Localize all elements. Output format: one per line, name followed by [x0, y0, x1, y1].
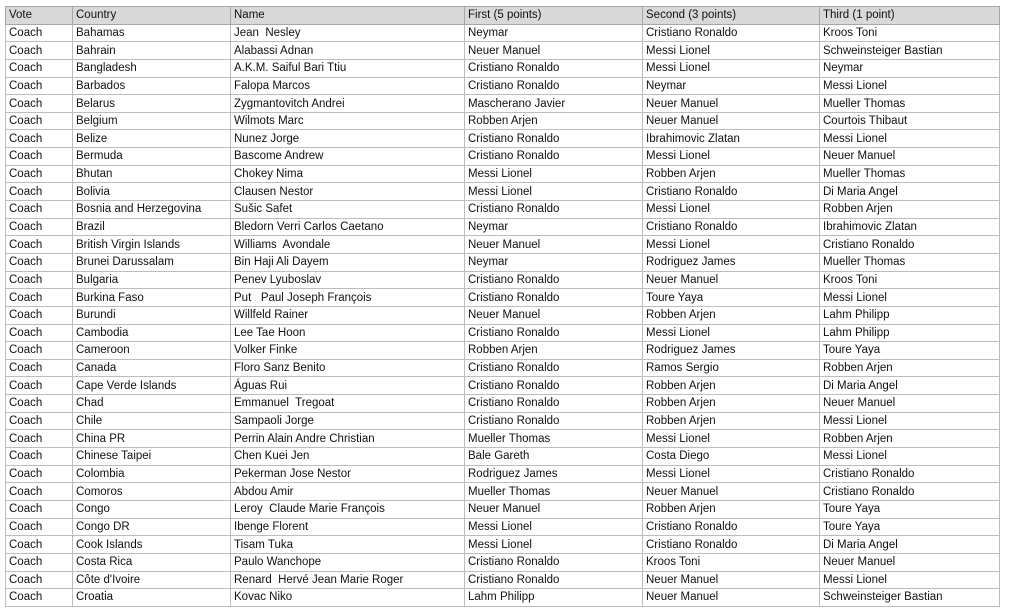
vote-cell: Coach [6, 77, 73, 95]
third-cell: Messi Lionel [820, 448, 1000, 466]
country-cell: Cape Verde Islands [73, 377, 231, 395]
third-cell: Cristiano Ronaldo [820, 236, 1000, 254]
second-cell: Robben Arjen [643, 165, 820, 183]
third-cell: Toure Yaya [820, 518, 1000, 536]
first-cell: Cristiano Ronaldo [465, 77, 643, 95]
first-cell: Rodriguez James [465, 465, 643, 483]
name-cell: Penev Lyuboslav [231, 271, 465, 289]
vote-cell: Coach [6, 306, 73, 324]
third-cell: Messi Lionel [820, 412, 1000, 430]
third-cell: Cristiano Ronaldo [820, 483, 1000, 501]
header-first: First (5 points) [465, 7, 643, 25]
country-cell: Belarus [73, 95, 231, 113]
table-row [6, 24, 1000, 42]
table-row [6, 500, 1000, 518]
third-cell: Mueller Thomas [820, 95, 1000, 113]
name-cell: Falopa Marcos [231, 77, 465, 95]
table-row [6, 95, 1000, 113]
first-cell: Mueller Thomas [465, 483, 643, 501]
second-cell: Robben Arjen [643, 306, 820, 324]
name-cell: Nunez Jorge [231, 130, 465, 148]
third-cell: Neuer Manuel [820, 553, 1000, 571]
name-cell: Put Paul Joseph François [231, 289, 465, 307]
third-cell: Courtois Thibaut [820, 112, 1000, 130]
third-cell: Neuer Manuel [820, 148, 1000, 166]
first-cell: Neuer Manuel [465, 236, 643, 254]
name-cell: Kovac Niko [231, 589, 465, 607]
country-cell: Bangladesh [73, 59, 231, 77]
second-cell: Robben Arjen [643, 500, 820, 518]
name-cell: Willfeld Rainer [231, 306, 465, 324]
second-cell: Robben Arjen [643, 377, 820, 395]
vote-cell: Coach [6, 148, 73, 166]
name-cell: Perrin Alain Andre Christian [231, 430, 465, 448]
table-row [6, 201, 1000, 219]
header-vote: Vote [6, 7, 73, 25]
name-cell: Bascome Andrew [231, 148, 465, 166]
header-second: Second (3 points) [643, 7, 820, 25]
second-cell: Robben Arjen [643, 412, 820, 430]
first-cell: Neymar [465, 253, 643, 271]
first-cell: Cristiano Ronaldo [465, 359, 643, 377]
name-cell: Renard Hervé Jean Marie Roger [231, 571, 465, 589]
table-row [6, 183, 1000, 201]
third-cell: Robben Arjen [820, 201, 1000, 219]
table-row [6, 518, 1000, 536]
third-cell: Neuer Manuel [820, 395, 1000, 413]
second-cell: Costa Diego [643, 448, 820, 466]
country-cell: Bulgaria [73, 271, 231, 289]
first-cell: Neymar [465, 24, 643, 42]
table-row [6, 289, 1000, 307]
name-cell: Emmanuel Tregoat [231, 395, 465, 413]
country-cell: Cameroon [73, 342, 231, 360]
name-cell: Ibenge Florent [231, 518, 465, 536]
vote-cell: Coach [6, 395, 73, 413]
country-cell: Colombia [73, 465, 231, 483]
third-cell: Robben Arjen [820, 430, 1000, 448]
country-cell: Burkina Faso [73, 289, 231, 307]
first-cell: Cristiano Ronaldo [465, 148, 643, 166]
table-row [6, 306, 1000, 324]
table-row [6, 448, 1000, 466]
table-row [6, 553, 1000, 571]
country-cell: British Virgin Islands [73, 236, 231, 254]
country-cell: Bhutan [73, 165, 231, 183]
country-cell: Bolivia [73, 183, 231, 201]
vote-cell: Coach [6, 465, 73, 483]
first-cell: Cristiano Ronaldo [465, 324, 643, 342]
country-cell: Bermuda [73, 148, 231, 166]
third-cell: Mueller Thomas [820, 253, 1000, 271]
third-cell: Neymar [820, 59, 1000, 77]
country-cell: Congo DR [73, 518, 231, 536]
country-cell: Congo [73, 500, 231, 518]
vote-cell: Coach [6, 165, 73, 183]
first-cell: Cristiano Ronaldo [465, 130, 643, 148]
table-body [6, 24, 1000, 606]
vote-cell: Coach [6, 271, 73, 289]
name-cell: Alabassi Adnan [231, 42, 465, 60]
name-cell: Zygmantovitch Andrei [231, 95, 465, 113]
vote-cell: Coach [6, 289, 73, 307]
table-row [6, 589, 1000, 607]
country-cell: Costa Rica [73, 553, 231, 571]
first-cell: Lahm Philipp [465, 589, 643, 607]
first-cell: Cristiano Ronaldo [465, 553, 643, 571]
table-row [6, 148, 1000, 166]
vote-cell: Coach [6, 253, 73, 271]
country-cell: Chinese Taipei [73, 448, 231, 466]
country-cell: Croatia [73, 589, 231, 607]
header-name: Name [231, 7, 465, 25]
vote-cell: Coach [6, 553, 73, 571]
country-cell: Bahrain [73, 42, 231, 60]
name-cell: Wilmots Marc [231, 112, 465, 130]
second-cell: Neuer Manuel [643, 95, 820, 113]
vote-cell: Coach [6, 201, 73, 219]
votes-table [5, 6, 1000, 607]
name-cell: Lee Tae Hoon [231, 324, 465, 342]
table-row [6, 395, 1000, 413]
vote-cell: Coach [6, 448, 73, 466]
vote-cell: Coach [6, 130, 73, 148]
third-cell: Messi Lionel [820, 571, 1000, 589]
name-cell: Sušic Safet [231, 201, 465, 219]
name-cell: Águas Rui [231, 377, 465, 395]
table-row [6, 465, 1000, 483]
table-row [6, 324, 1000, 342]
table-row [6, 571, 1000, 589]
second-cell: Ramos Sergio [643, 359, 820, 377]
vote-cell: Coach [6, 95, 73, 113]
name-cell: Bledorn Verri Carlos Caetano [231, 218, 465, 236]
second-cell: Messi Lionel [643, 430, 820, 448]
second-cell: Neuer Manuel [643, 112, 820, 130]
table-row [6, 359, 1000, 377]
vote-cell: Coach [6, 589, 73, 607]
first-cell: Cristiano Ronaldo [465, 271, 643, 289]
second-cell: Messi Lionel [643, 324, 820, 342]
first-cell: Cristiano Ronaldo [465, 201, 643, 219]
third-cell: Di Maria Angel [820, 377, 1000, 395]
name-cell: Leroy Claude Marie François [231, 500, 465, 518]
name-cell: Chen Kuei Jen [231, 448, 465, 466]
header-country: Country [73, 7, 231, 25]
second-cell: Ibrahimovic Zlatan [643, 130, 820, 148]
third-cell: Schweinsteiger Bastian [820, 589, 1000, 607]
first-cell: Neuer Manuel [465, 42, 643, 60]
second-cell: Neuer Manuel [643, 271, 820, 289]
first-cell: Messi Lionel [465, 536, 643, 554]
first-cell: Bale Gareth [465, 448, 643, 466]
country-cell: Chad [73, 395, 231, 413]
first-cell: Neymar [465, 218, 643, 236]
second-cell: Rodriguez James [643, 253, 820, 271]
table-row [6, 377, 1000, 395]
name-cell: Paulo Wanchope [231, 553, 465, 571]
second-cell: Kroos Toni [643, 553, 820, 571]
first-cell: Neuer Manuel [465, 306, 643, 324]
country-cell: Brazil [73, 218, 231, 236]
country-cell: Côte d'Ivoire [73, 571, 231, 589]
vote-cell: Coach [6, 500, 73, 518]
table-row [6, 77, 1000, 95]
third-cell: Di Maria Angel [820, 536, 1000, 554]
third-cell: Ibrahimovic Zlatan [820, 218, 1000, 236]
first-cell: Robben Arjen [465, 112, 643, 130]
vote-cell: Coach [6, 218, 73, 236]
second-cell: Messi Lionel [643, 148, 820, 166]
second-cell: Cristiano Ronaldo [643, 183, 820, 201]
first-cell: Robben Arjen [465, 342, 643, 360]
vote-cell: Coach [6, 59, 73, 77]
country-cell: Canada [73, 359, 231, 377]
vote-cell: Coach [6, 359, 73, 377]
second-cell: Cristiano Ronaldo [643, 24, 820, 42]
third-cell: Messi Lionel [820, 77, 1000, 95]
table-row [6, 42, 1000, 60]
name-cell: Bin Haji Ali Dayem [231, 253, 465, 271]
table-row [6, 536, 1000, 554]
third-cell: Toure Yaya [820, 342, 1000, 360]
country-cell: Burundi [73, 306, 231, 324]
second-cell: Toure Yaya [643, 289, 820, 307]
vote-cell: Coach [6, 536, 73, 554]
country-cell: Brunei Darussalam [73, 253, 231, 271]
second-cell: Cristiano Ronaldo [643, 218, 820, 236]
vote-cell: Coach [6, 430, 73, 448]
vote-cell: Coach [6, 24, 73, 42]
name-cell: Williams Avondale [231, 236, 465, 254]
table-row [6, 59, 1000, 77]
header-third: Third (1 point) [820, 7, 1000, 25]
header-row [6, 7, 1000, 25]
name-cell: Tisam Tuka [231, 536, 465, 554]
third-cell: Cristiano Ronaldo [820, 465, 1000, 483]
first-cell: Cristiano Ronaldo [465, 289, 643, 307]
vote-cell: Coach [6, 483, 73, 501]
third-cell: Messi Lionel [820, 130, 1000, 148]
vote-cell: Coach [6, 236, 73, 254]
table-row [6, 112, 1000, 130]
vote-cell: Coach [6, 324, 73, 342]
second-cell: Messi Lionel [643, 236, 820, 254]
table-header [6, 7, 1000, 25]
second-cell: Messi Lionel [643, 42, 820, 60]
first-cell: Mueller Thomas [465, 430, 643, 448]
name-cell: Abdou Amir [231, 483, 465, 501]
first-cell: Cristiano Ronaldo [465, 412, 643, 430]
first-cell: Cristiano Ronaldo [465, 377, 643, 395]
third-cell: Schweinsteiger Bastian [820, 42, 1000, 60]
name-cell: Chokey Nima [231, 165, 465, 183]
name-cell: Clausen Nestor [231, 183, 465, 201]
first-cell: Cristiano Ronaldo [465, 59, 643, 77]
name-cell: Pekerman Jose Nestor [231, 465, 465, 483]
first-cell: Cristiano Ronaldo [465, 571, 643, 589]
table-row [6, 253, 1000, 271]
second-cell: Messi Lionel [643, 59, 820, 77]
country-cell: Comoros [73, 483, 231, 501]
third-cell: Kroos Toni [820, 271, 1000, 289]
first-cell: Neuer Manuel [465, 500, 643, 518]
first-cell: Messi Lionel [465, 183, 643, 201]
name-cell: Floro Sanz Benito [231, 359, 465, 377]
vote-cell: Coach [6, 342, 73, 360]
second-cell: Neuer Manuel [643, 571, 820, 589]
third-cell: Di Maria Angel [820, 183, 1000, 201]
country-cell: Bosnia and Herzegovina [73, 201, 231, 219]
second-cell: Messi Lionel [643, 201, 820, 219]
vote-cell: Coach [6, 183, 73, 201]
table-row [6, 236, 1000, 254]
table-row [6, 271, 1000, 289]
third-cell: Mueller Thomas [820, 165, 1000, 183]
country-cell: Belgium [73, 112, 231, 130]
third-cell: Toure Yaya [820, 500, 1000, 518]
name-cell: A.K.M. Saiful Bari Ttiu [231, 59, 465, 77]
table-row [6, 483, 1000, 501]
table-row [6, 218, 1000, 236]
vote-cell: Coach [6, 571, 73, 589]
third-cell: Lahm Philipp [820, 324, 1000, 342]
second-cell: Rodriguez James [643, 342, 820, 360]
second-cell: Robben Arjen [643, 395, 820, 413]
third-cell: Robben Arjen [820, 359, 1000, 377]
country-cell: Belize [73, 130, 231, 148]
vote-cell: Coach [6, 112, 73, 130]
table-row [6, 165, 1000, 183]
country-cell: China PR [73, 430, 231, 448]
first-cell: Cristiano Ronaldo [465, 395, 643, 413]
vote-cell: Coach [6, 518, 73, 536]
third-cell: Lahm Philipp [820, 306, 1000, 324]
table-row [6, 130, 1000, 148]
name-cell: Sampaoli Jorge [231, 412, 465, 430]
second-cell: Messi Lionel [643, 465, 820, 483]
third-cell: Kroos Toni [820, 24, 1000, 42]
second-cell: Neuer Manuel [643, 589, 820, 607]
second-cell: Cristiano Ronaldo [643, 518, 820, 536]
second-cell: Neymar [643, 77, 820, 95]
first-cell: Mascherano Javier [465, 95, 643, 113]
country-cell: Bahamas [73, 24, 231, 42]
country-cell: Cambodia [73, 324, 231, 342]
table-row [6, 412, 1000, 430]
country-cell: Cook Islands [73, 536, 231, 554]
vote-cell: Coach [6, 42, 73, 60]
name-cell: Volker Finke [231, 342, 465, 360]
first-cell: Messi Lionel [465, 518, 643, 536]
table-row [6, 342, 1000, 360]
table-row [6, 430, 1000, 448]
first-cell: Messi Lionel [465, 165, 643, 183]
vote-cell: Coach [6, 412, 73, 430]
country-cell: Chile [73, 412, 231, 430]
vote-cell: Coach [6, 377, 73, 395]
second-cell: Neuer Manuel [643, 483, 820, 501]
second-cell: Cristiano Ronaldo [643, 536, 820, 554]
third-cell: Messi Lionel [820, 289, 1000, 307]
name-cell: Jean Nesley [231, 24, 465, 42]
country-cell: Barbados [73, 77, 231, 95]
